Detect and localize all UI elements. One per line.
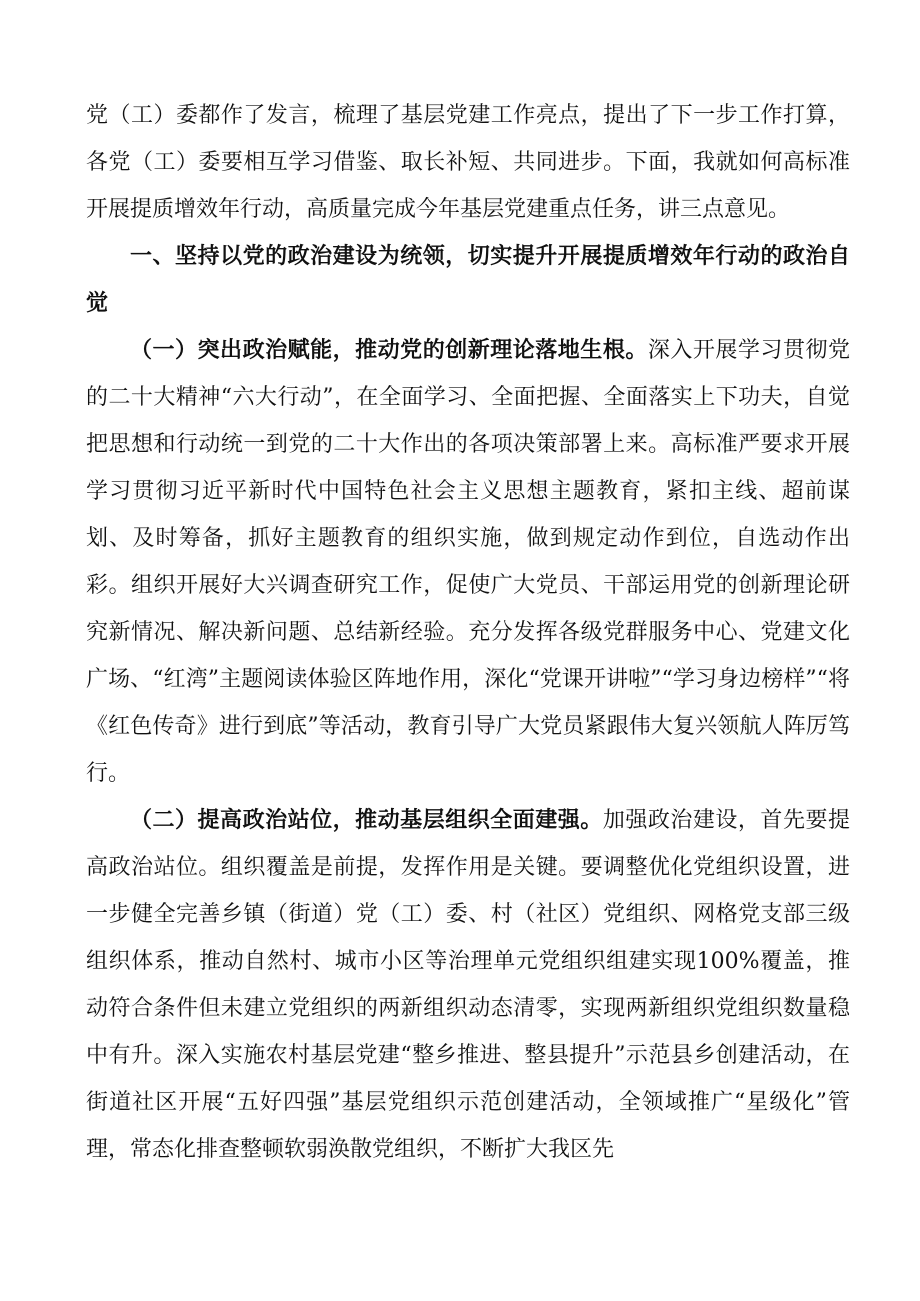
paragraph-text: 深入开展学习贯彻党的二十大精神“六大行动”，在全面学习、全面把握、全面落实上下功夫，自觉把思想和行动统一到党的二十大作出的各项决策部署上来。高标准严要求开展学习贯彻习近平新时代中国特色社会主义思想主题教育，紧扣主线、超前谋划、及时筹备，抓好主题教育的组织实施，做到规定动作到位，自选动作出彩。组织开展好大兴调查研究工作，促使广大党员、干部运用党的创新理论研究新情况、解决新问题、总结新经验。充分发挥各级党群服务中心、党建文化广场、“红湾”主题阅读体验区阵地作用，深化“党课开讲啦”“学习身边榜样”“将《红色传奇》进行到底”等活动，教育引导广大党员紧跟伟大复兴领航人阵厉笃行。 xyxy=(86,338,850,786)
paragraph-lead: （二）提高政治站位，推动基层组织全面建强。 xyxy=(130,807,603,833)
section-heading-1 xyxy=(86,233,850,327)
paragraph-2 xyxy=(86,797,850,1173)
paragraph-lead: （一）突出政治赋能，推动党的创新理论落地生根。 xyxy=(130,337,648,363)
paragraph-continuation xyxy=(86,92,850,233)
section-heading-text: 一、坚持以党的政治建设为统领，切实提升开展提质增效年行动的政治自觉 xyxy=(86,243,850,316)
paragraph-text: 党（工）委都作了发言，梳理了基层党建工作亮点，提出了下一步工作打算，各党（工）委要相互学习借鉴、取长补短、共同进步。下面，我就如何高标准开展提质增效年行动，高质量完成今年基层党建重点任务，讲三点意见。 xyxy=(86,103,850,222)
paragraph-text: 加强政治建设，首先要提高政治站位。组织覆盖是前提，发挥作用是关键。要调整优化党组织设置，进一步健全完善乡镇（街道）党（工）委、村（社区）党组织、网格党支部三级组织体系，推动自然村、城市小区等治理单元党组织组建实现100%覆盖，推动符合条件但未建立党组织的两新组织动态清零，实现两新组织党组织数量稳中有升。深入实施农村基层党建“整乡推进、整县提升”示范县乡创建活动，在街道社区开展“五好四强”基层党组织示范创建活动，全领域推广“星级化”管理，常态化排查整顿软弱涣散党组织，不断扩大我区先 xyxy=(86,808,850,1162)
paragraph-1 xyxy=(86,327,850,797)
document-body xyxy=(86,92,850,1173)
